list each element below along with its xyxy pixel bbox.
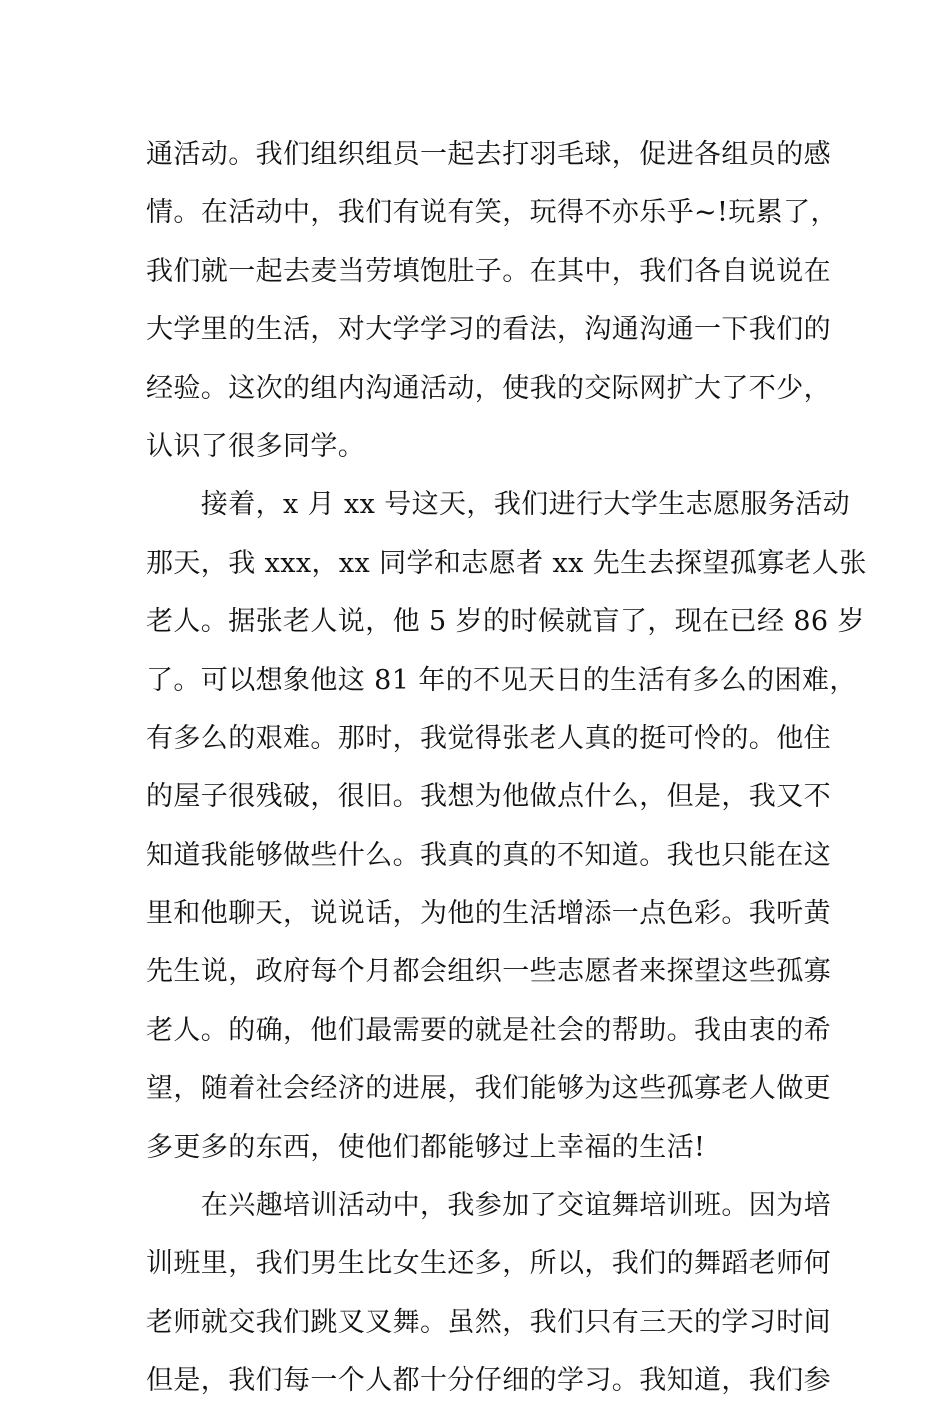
text-line: 知道我能够做些什么。我真的真的不知道。我也只能在这 [146, 839, 831, 871]
body-text [146, 126, 867, 1411]
text-line: 通活动。我们组织组员一起去打羽毛球，促进各组员的感 [146, 139, 831, 170]
text-line: 认识了很多同学。 [146, 430, 366, 462]
text-line: 多更多的东西，使他们都能够过上幸福的生活! [146, 1131, 706, 1163]
text-line: 里和他聊天，说说话，为他的生活增添一点色彩。我听黄 [146, 898, 831, 930]
text-line: 大学里的生活，对大学学习的看法，沟通沟通一下我们的 [146, 314, 831, 346]
text-line: 在兴趣培训活动中，我参加了交谊舞培训班。因为培 [146, 1190, 831, 1222]
text-line: 了。可以想象他这 81 年的不见天日的生活有多么的困难， [146, 664, 857, 696]
text-line: 接着，x 月 xx 号这天，我们进行大学生志愿服务活动 [146, 489, 851, 521]
text-line: 老人。的确，他们最需要的就是社会的帮助。我由衷的希 [146, 1014, 831, 1046]
text-line: 情。在活动中，我们有说有笑，玩得不亦乐乎~!玩累了， [146, 197, 838, 229]
text-line: 训班里，我们男生比女生还多，所以，我们的舞蹈老师何 [146, 1248, 831, 1280]
text-line: 但是，我们每一个人都十分仔细的学习。我知道，我们参 [146, 1365, 831, 1397]
text-line: 老人。据张老人说，他 5 岁的时候就盲了，现在已经 86 岁 [146, 606, 865, 638]
text-line: 先生说，政府每个月都会组织一些志愿者来探望这些孤寡 [146, 956, 831, 988]
text-line: 有多么的艰难。那时，我觉得张老人真的挺可怜的。他住 [146, 722, 831, 754]
text-line: 望，随着社会经济的进展，我们能够为这些孤寡老人做更 [146, 1073, 831, 1105]
text-line: 老师就交我们跳叉叉舞。虽然，我们只有三天的学习时间 [146, 1306, 831, 1338]
text-line: 的屋子很残破，很旧。我想为他做点什么，但是，我又不 [146, 781, 831, 813]
text-line: 经验。这次的组内沟通活动，使我的交际网扩大了不少， [146, 372, 831, 404]
text-line: 那天，我 xxx，xx 同学和志愿者 xx 先生去探望孤寡老人张 [146, 547, 867, 579]
text-line: 我们就一起去麦当劳填饱肚子。在其中，我们各自说说在 [146, 255, 831, 287]
